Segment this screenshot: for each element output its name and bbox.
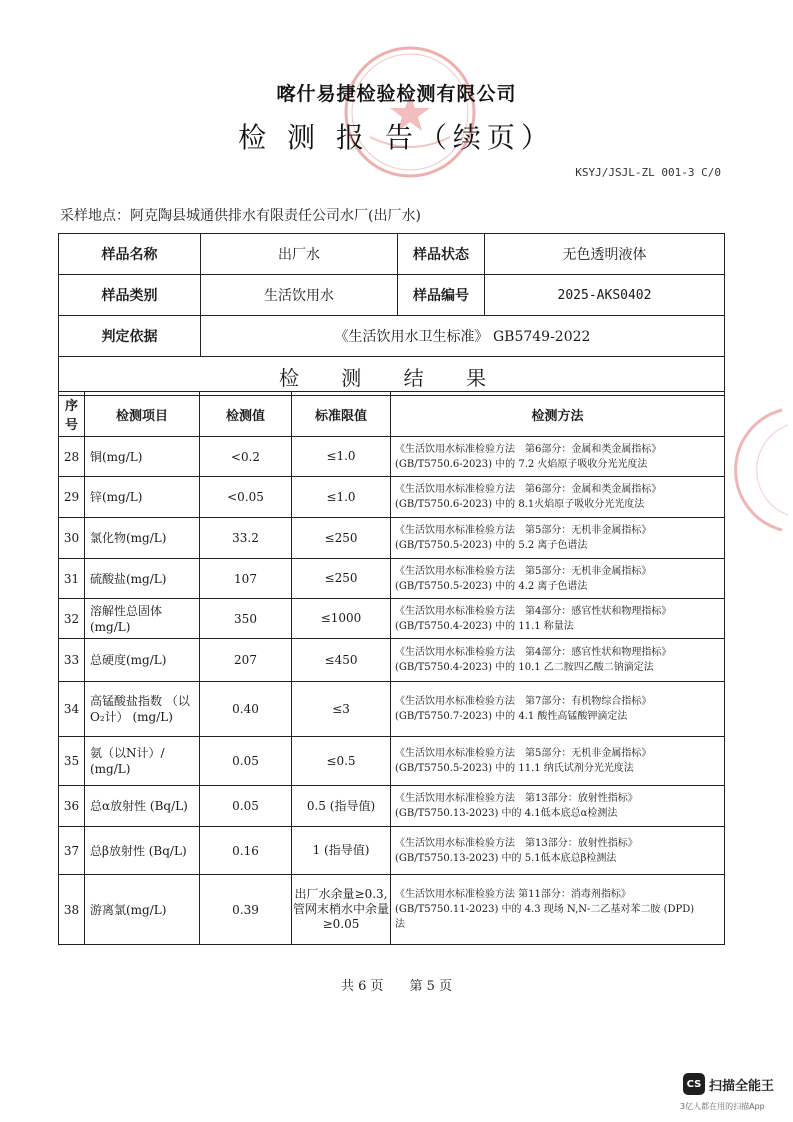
- method-line: 《生活饮用水标准检验方法 第6部分：金属和类金属指标》: [395, 443, 662, 455]
- method-line: (GB/T5750.13-2023) 中的 5.1低本底总β检测法: [395, 852, 617, 864]
- row-value: 0.16: [200, 827, 292, 875]
- row-item: 总β放射性 (Bq/L): [85, 827, 200, 875]
- method-line: 《生活饮用水标准检验方法 第11部分：消毒剂指标》: [395, 889, 631, 900]
- table-row: [59, 827, 725, 875]
- camscanner-icon: CS: [683, 1073, 705, 1095]
- row-method: [391, 518, 725, 559]
- sampling-location: 采样地点：阿克陶县城通供排水有限责任公司水厂(出厂水): [60, 208, 421, 224]
- sample-info-table: [58, 233, 725, 396]
- col-header-value: 检测值: [200, 392, 292, 437]
- method-line: 《生活饮用水标准检验方法 第5部分：无机非金属指标》: [395, 748, 652, 759]
- row-item: 锌(mg/L): [85, 477, 200, 518]
- row-method: [391, 559, 725, 599]
- method-line: (GB/T5750.5-2023) 中的 5.2 离子色谱法: [395, 540, 588, 551]
- method-line: (GB/T5750.6-2023) 中的 7.2 火焰原子吸收分光光度法: [395, 458, 648, 470]
- row-value: 107: [200, 559, 292, 599]
- method-line: (GB/T5750.11-2023) 中的 4.3 现场 N,N-二乙基对苯二胺 (DPD): [395, 904, 695, 915]
- row-no: 28: [59, 437, 85, 477]
- method-line: (GB/T5750.6-2023) 中的 8.1火焰原子吸收分光光度法: [395, 499, 645, 510]
- scanner-app-badge: [683, 1073, 774, 1095]
- table-row: [59, 875, 725, 945]
- sample-name-label: 样品名称: [59, 234, 201, 275]
- sample-state-value: 无色透明液体: [485, 234, 725, 275]
- row-method: [391, 786, 725, 827]
- table-row: [59, 559, 725, 599]
- row-no: 31: [59, 559, 85, 599]
- method-line: 《生活饮用水标准检验方法 第5部分：无机非金属指标》: [395, 565, 652, 577]
- row-method: [391, 437, 725, 477]
- company-name: 喀什易捷检验检测有限公司: [276, 83, 517, 105]
- row-limit: 出厂水余量≥0.3, 管网末梢水中余量 ≥0.05: [292, 875, 391, 945]
- row-method: [391, 477, 725, 518]
- row-limit: ≤1.0: [292, 477, 391, 518]
- row-no: 33: [59, 639, 85, 682]
- method-line: (GB/T5750.13-2023) 中的 4.1低本底总α检测法: [395, 808, 618, 819]
- table-row: [59, 599, 725, 639]
- row-no: 29: [59, 477, 85, 518]
- sample-number-label: 样品编号: [398, 275, 485, 316]
- row-item: 溶解性总固体 (mg/L): [85, 599, 200, 639]
- row-value: 207: [200, 639, 292, 682]
- table-row: [59, 437, 725, 477]
- method-line: 《生活饮用水标准检验方法 第4部分：感官性状和物理指标》: [395, 605, 672, 617]
- row-value: 0.39: [200, 875, 292, 945]
- table-row: [59, 518, 725, 559]
- row-limit: ≤250: [292, 559, 391, 599]
- method-line: (GB/T5750.7-2023) 中的 4.1 酸性高锰酸钾滴定法: [395, 711, 628, 722]
- row-method: [391, 737, 725, 786]
- col-header-item: 检测项目: [85, 392, 200, 437]
- row-value: 0.05: [200, 786, 292, 827]
- col-header-no: 序号: [59, 392, 85, 437]
- row-no: 37: [59, 827, 85, 875]
- basis-value: 《生活饮用水卫生标准》 GB5749-2022: [201, 316, 725, 357]
- sample-category-value: 生活饮用水: [201, 275, 398, 316]
- col-header-method: 检测方法: [391, 392, 725, 437]
- row-item: 铜(mg/L): [85, 437, 200, 477]
- company-seal-stamp: [340, 42, 480, 182]
- results-header-row: [59, 392, 725, 437]
- row-value: 0.40: [200, 682, 292, 737]
- row-limit: ≤250: [292, 518, 391, 559]
- row-method: [391, 827, 725, 875]
- app-tagline: 3亿人都在用的扫描App: [680, 1102, 765, 1111]
- row-value: <0.2: [200, 437, 292, 477]
- row-item: 氨（以N计）/ (mg/L): [85, 737, 200, 786]
- results-table: [58, 391, 725, 945]
- row-no: 30: [59, 518, 85, 559]
- row-no: 36: [59, 786, 85, 827]
- row-method: [391, 875, 725, 945]
- table-row: [59, 682, 725, 737]
- method-line: 《生活饮用水标准检验方法 第13部分：放射性指标》: [395, 837, 638, 849]
- row-limit: ≤450: [292, 639, 391, 682]
- row-value: 33.2: [200, 518, 292, 559]
- method-line: 法: [395, 919, 405, 930]
- col-header-limit: 标准限值: [292, 392, 391, 437]
- section-title-row: [59, 357, 725, 396]
- sample-number-value: 2025-AKS0402: [485, 275, 725, 316]
- row-value: 0.05: [200, 737, 292, 786]
- table-row: [59, 639, 725, 682]
- method-line: 《生活饮用水标准检验方法 第7部分：有机物综合指标》: [395, 696, 652, 707]
- app-name: 扫描全能王: [709, 1078, 775, 1094]
- row-item: 硫酸盐(mg/L): [85, 559, 200, 599]
- method-line: (GB/T5750.4-2023) 中的 11.1 称量法: [395, 620, 574, 632]
- row-method: [391, 639, 725, 682]
- method-line: 《生活饮用水标准检验方法 第6部分：金属和类金属指标》: [395, 484, 662, 495]
- row-limit: 0.5 (指导值): [292, 786, 391, 827]
- page-counter: 共 6 页 第 5 页: [340, 979, 453, 994]
- row-method: [391, 682, 725, 737]
- method-line: (GB/T5750.5-2023) 中的 4.2 离子色谱法: [395, 580, 588, 592]
- sample-info-row: [59, 316, 725, 357]
- row-item: 高锰酸盐指数 （以O₂计） (mg/L): [85, 682, 200, 737]
- row-method: [391, 599, 725, 639]
- row-item: 总α放射性 (Bq/L): [85, 786, 200, 827]
- results-section-title: 检 测 结 果: [59, 357, 725, 396]
- table-row: [59, 737, 725, 786]
- report-title: 检 测 报 告（续页）: [238, 121, 555, 154]
- row-no: 38: [59, 875, 85, 945]
- sample-category-label: 样品类别: [59, 275, 201, 316]
- page-edge-seal-stamp: [722, 405, 793, 535]
- method-line: (GB/T5750.4-2023) 中的 10.1 乙二胺四乙酸二钠滴定法: [395, 662, 654, 673]
- table-row: [59, 786, 725, 827]
- sample-state-label: 样品状态: [398, 234, 485, 275]
- row-no: 35: [59, 737, 85, 786]
- table-row: [59, 477, 725, 518]
- method-line: (GB/T5750.5-2023) 中的 11.1 纳氏试剂分光光度法: [395, 763, 634, 774]
- method-line: 《生活饮用水标准检验方法 第4部分：感官性状和物理指标》: [395, 647, 672, 658]
- row-value: 350: [200, 599, 292, 639]
- row-limit: ≤1.0: [292, 437, 391, 477]
- sample-info-row: [59, 275, 725, 316]
- sample-name-value: 出厂水: [201, 234, 398, 275]
- basis-label: 判定依据: [59, 316, 201, 357]
- row-item: 总硬度(mg/L): [85, 639, 200, 682]
- method-line: 《生活饮用水标准检验方法 第5部分：无机非金属指标》: [395, 525, 652, 536]
- sample-info-row: [59, 234, 725, 275]
- row-limit: ≤3: [292, 682, 391, 737]
- row-no: 34: [59, 682, 85, 737]
- row-item: 游离氯(mg/L): [85, 875, 200, 945]
- row-limit: ≤0.5: [292, 737, 391, 786]
- document-number: KSYJ/JSJL-ZL 001-3 C/0: [575, 166, 721, 179]
- method-line: 《生活饮用水标准检验方法 第13部分：放射性指标》: [395, 793, 638, 804]
- row-limit: 1 (指导值): [292, 827, 391, 875]
- row-value: <0.05: [200, 477, 292, 518]
- row-limit: ≤1000: [292, 599, 391, 639]
- row-no: 32: [59, 599, 85, 639]
- row-item: 氯化物(mg/L): [85, 518, 200, 559]
